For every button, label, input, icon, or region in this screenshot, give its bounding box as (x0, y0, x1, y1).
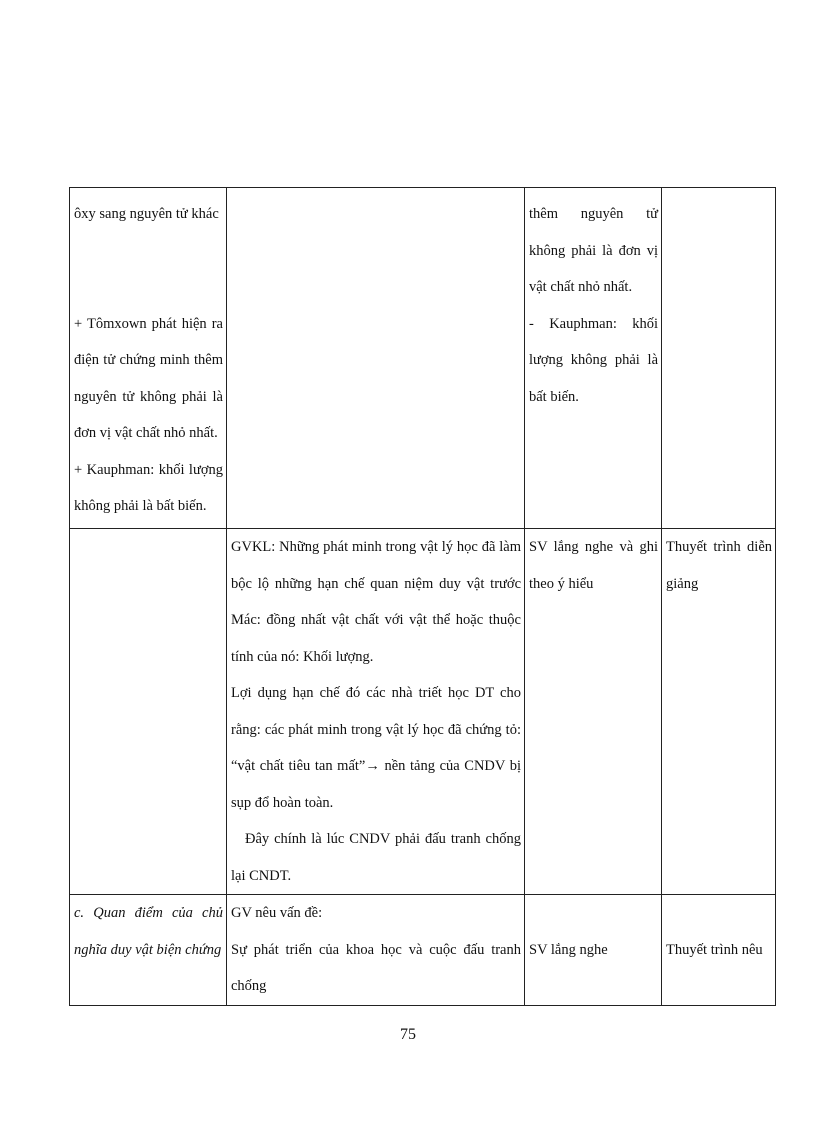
table-row (70, 188, 776, 529)
content-paragraph: Lợi dụng hạn chế đó các nhà triết học DT cho rằng: các phát minh trong vật lý học đã chứng tỏ: “vật chất tiêu tan mất”→ nền tảng của CNDV bị sụp đổ hoàn toàn. (231, 685, 521, 811)
content-paragraph: + Tômxown phát hiện ra điện tử chứng minh thêm nguyên tử không phải là đơn vị vật chất nhỏ nhất. (74, 315, 223, 441)
content-paragraph: GV nêu vấn đề: (231, 905, 323, 921)
row2-student-activity-cell (525, 529, 662, 895)
row3-content-cell (70, 895, 227, 1006)
table-row (70, 895, 776, 1006)
student-activity-text: SV lắng nghe (529, 941, 608, 958)
row1-teacher-activity-cell (227, 188, 525, 529)
row1-method-cell (662, 188, 776, 529)
content-paragraph: Đây chính là lúc CNDV phải đấu tranh chống lại CNDT. (231, 831, 521, 884)
lesson-plan-table (69, 187, 776, 1006)
student-activity-text: SV lắng nghe và ghi theo ý hiểu (529, 539, 658, 592)
row3-student-activity-cell (525, 895, 662, 1006)
row2-method-cell (662, 529, 776, 895)
content-line: ôxy sang nguyên tử khác (74, 206, 219, 222)
method-text: Thuyết trình nêu (666, 941, 763, 958)
method-text: Thuyết trình diễn giảng (666, 539, 772, 592)
content-paragraph: thêm nguyên tử không phải là đơn vị vật chất nhỏ nhất. (529, 206, 658, 295)
table-row (70, 529, 776, 895)
row1-content-cell (70, 188, 227, 529)
content-paragraph: Sự phát triển của khoa học và cuộc đấu tranh chống (231, 941, 521, 994)
row1-student-activity-cell (525, 188, 662, 529)
content-paragraph: + Kauphman: khối lượng không phải là bất biến. (74, 461, 223, 514)
row2-teacher-activity-cell (227, 529, 525, 895)
row2-content-cell (70, 529, 227, 895)
content-paragraph: GVKL: Những phát minh trong vật lý học đã làm bộc lộ những hạn chế quan niệm duy vật trước Mác: đồng nhất vật chất với vật thể hoặc thuộc tính của nó: Khối lượng. (231, 539, 521, 665)
row3-method-cell (662, 895, 776, 1006)
page-number: 75 (400, 1026, 416, 1043)
content-paragraph: - Kauphman: khối lượng không phải là bất biến. (529, 315, 658, 405)
row3-teacher-activity-cell (227, 895, 525, 1006)
section-heading: c. Quan điểm của chủ nghĩa duy vật biện chứng (74, 905, 223, 958)
